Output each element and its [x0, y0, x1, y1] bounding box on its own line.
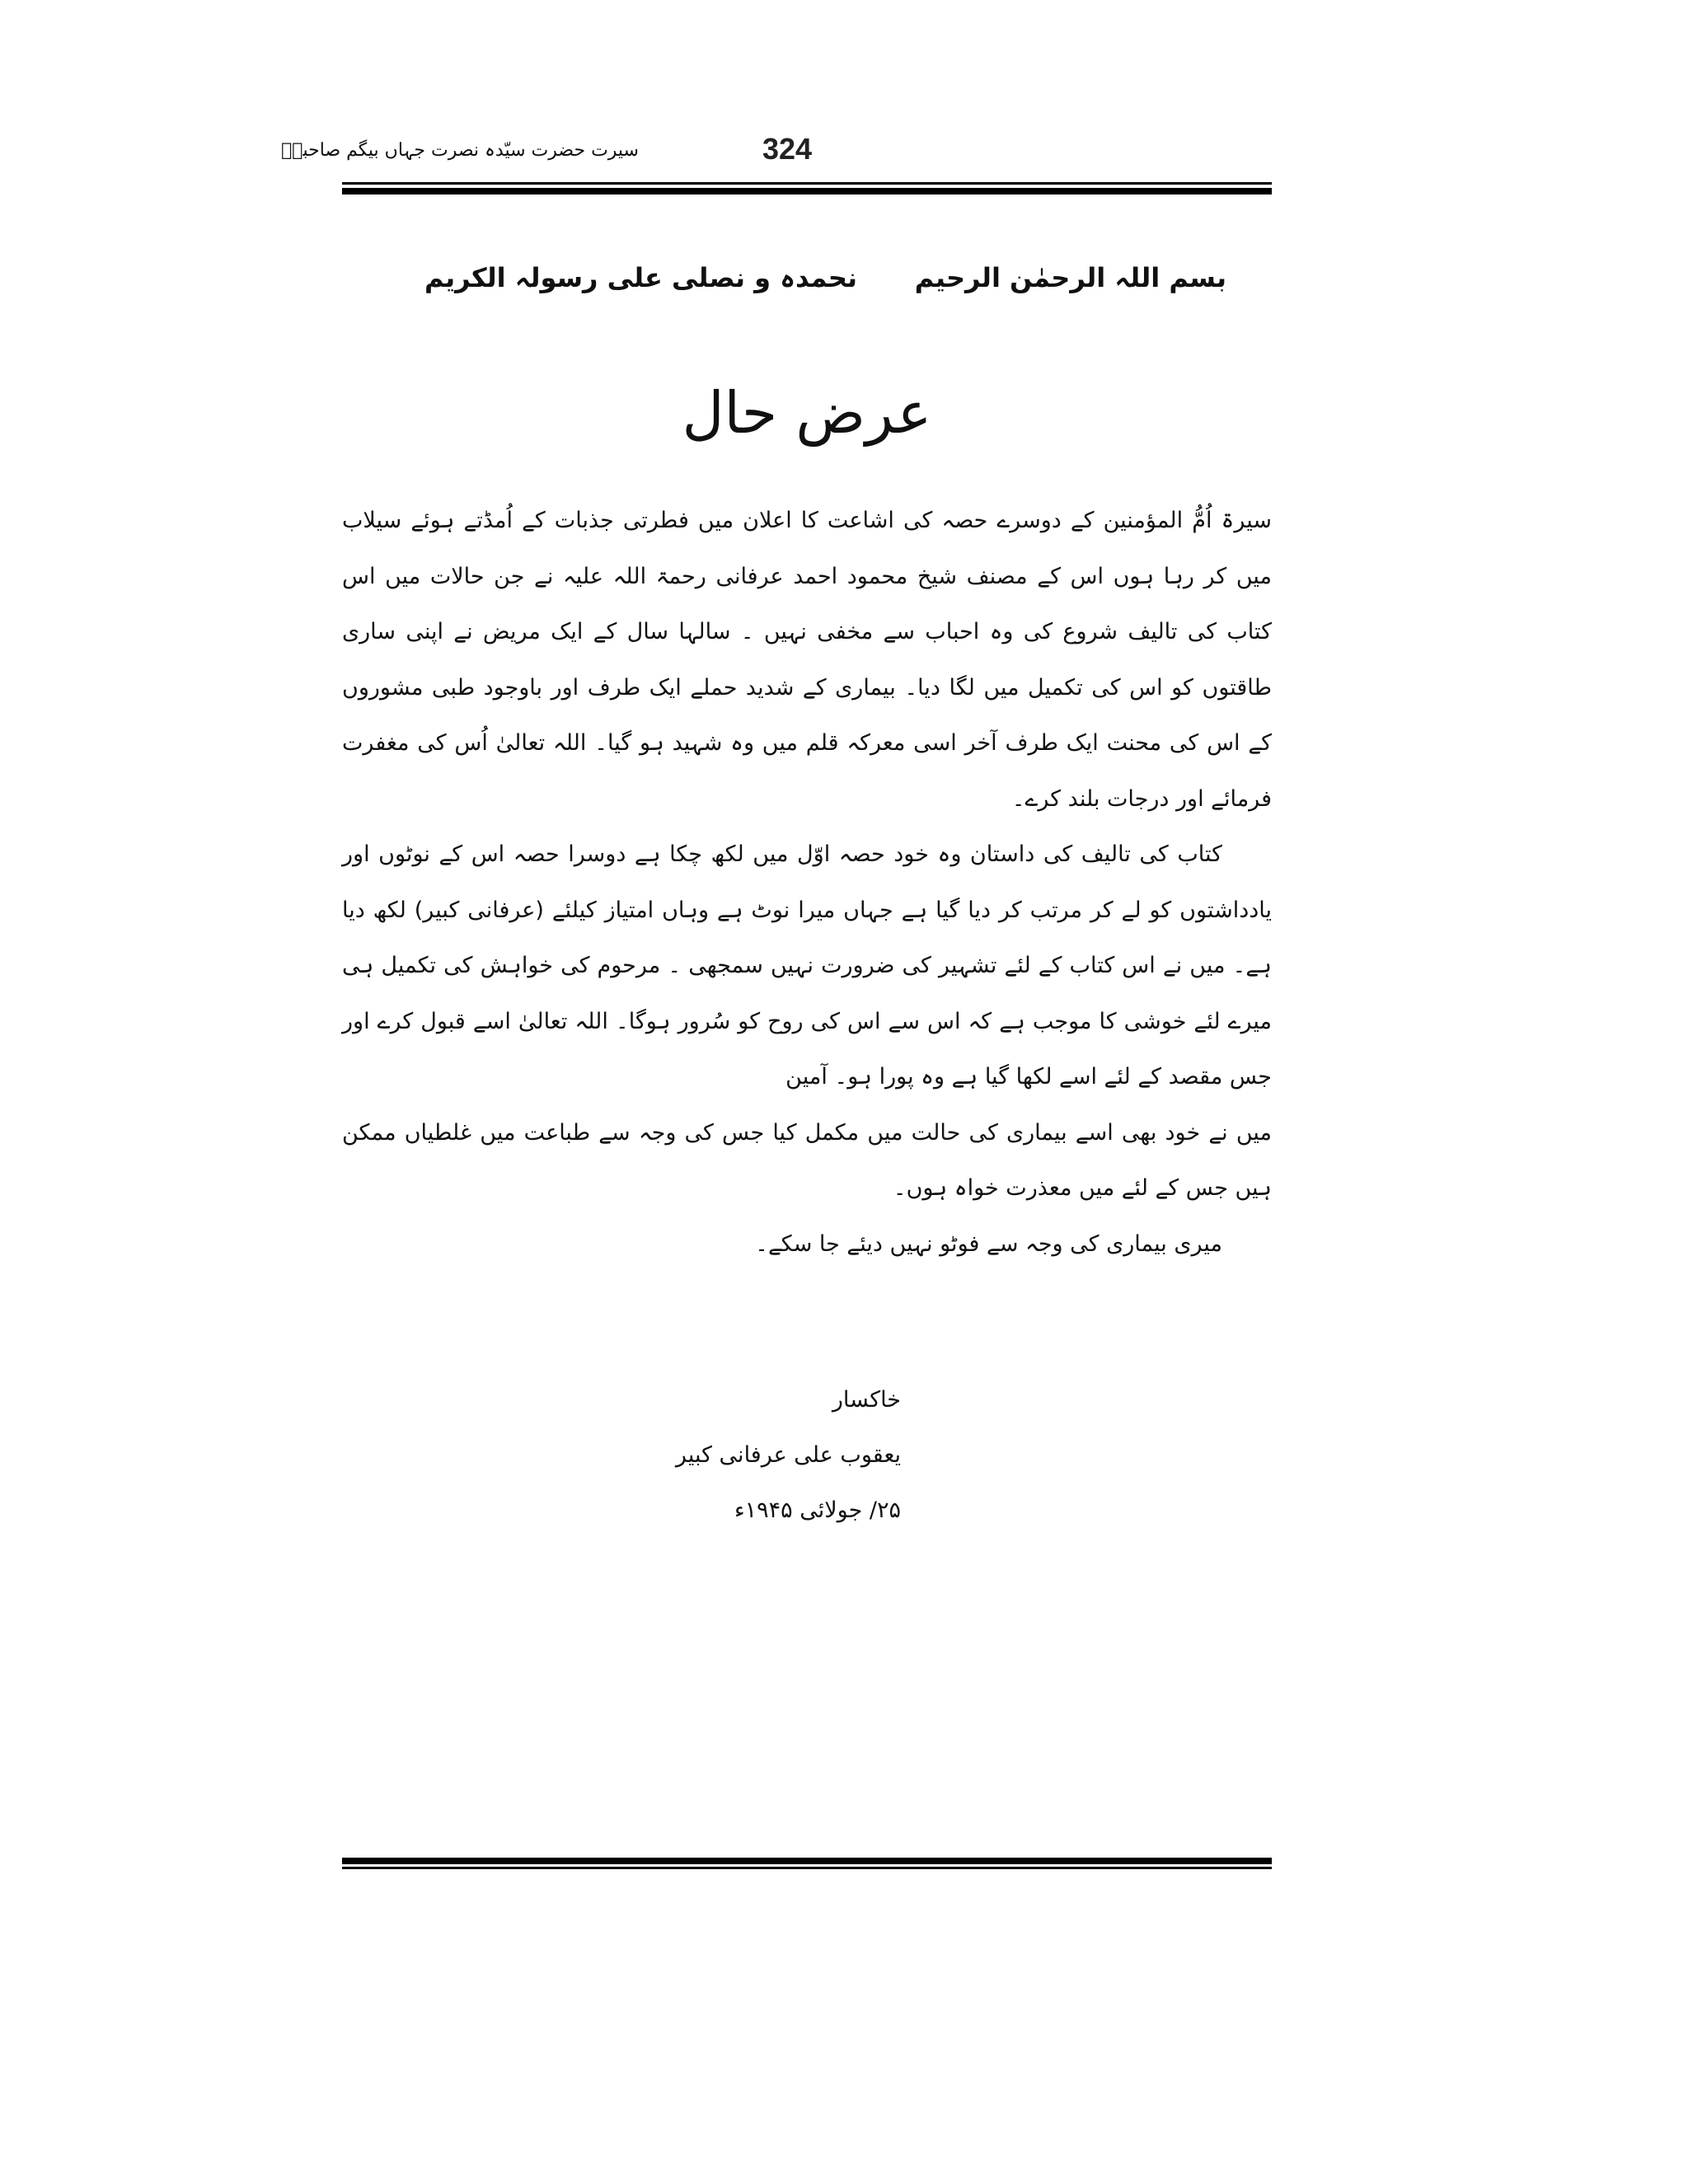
body-text: [342, 493, 1272, 1272]
salutation-row: [342, 262, 1272, 312]
bismillah: بسم اللہ الرحمٰن الرحیم: [914, 262, 1226, 293]
signature-humble: خاکسار: [832, 1387, 901, 1413]
nahmaduhu: نحمدہ و نصلی علی رسولہ الکریم: [424, 262, 857, 293]
paragraph-1: سیرۃ اُمُّ المؤمنین کے دوسرے حصہ کی اشاعت کا اعلان میں فطرتی جذبات کے اُمڈتے ہوئے سیلاب میں کر رہا ہوں اس کے مصنف شیخ محمود احمد عرفانی رحمۃ اللہ علیہ نے جن حالات میں اس کتاب کی تالیف شروع کی وہ احباب سے مخفی نہیں ۔ سالہا سال کے ایک مریض نے اپنی ساری طاقتوں کو اس کی تکمیل میں لگا دیا۔ بیماری کے شدید حملے ایک طرف اور باوجود طبی مشوروں کے اس کی محنت ایک طرف آخر اسی معرکہ قلم میں وہ شہید ہو گیا۔ اللہ تعالیٰ اُس کی مغفرت فرمائے اور درجات بلند کرے۔: [342, 508, 1272, 812]
signature-date: ۲۵/ جولائی ۱۹۴۵ء: [734, 1497, 901, 1523]
header-rule-thick: [342, 188, 1272, 194]
signature-block: [342, 1372, 1272, 1538]
paragraph-2: کتاب کی تالیف کی داستان وہ خود حصہ اوّل میں لکھ چکا ہے دوسرا حصہ اس کے نوٹوں اور یادداشتوں کو لے کر مرتب کر دیا گیا ہے جہاں میرا نوٹ ہے وہاں امتیاز کیلئے (عرفانی کبیر) لکھ دیا ہے۔ میں نے اس کتاب کے لئے تشہیر کی ضرورت نہیں سمجھی ۔ مرحوم کی خواہش کی تکمیل ہی میرے لئے خوشی کا موجب ہے کہ اس سے اس کی روح کو سُرور ہوگا۔ اللہ تعالیٰ اسے قبول کرے اور جس مقصد کے لئے اسے لکھا گیا ہے وہ پورا ہو۔ آمین: [342, 841, 1272, 1090]
header-rule-thin: [342, 182, 1272, 185]
running-title: سیرت حضرت سیّدہ نصرت جہاں بیگم صاحبہؓ: [281, 140, 639, 161]
page-heading: عرض حال: [682, 379, 932, 447]
footer-rule-thin: [342, 1867, 1272, 1869]
footer-rule-thick: [342, 1858, 1272, 1864]
paragraph-4: میری بیماری کی وجہ سے فوٹو نہیں دیئے جا سکے۔: [755, 1230, 1222, 1257]
page-number: 324: [762, 132, 813, 166]
signature-name: یعقوب علی عرفانی کبیر: [675, 1442, 901, 1468]
page-header: [281, 132, 1272, 181]
paragraph-3: میں نے خود بھی اسے بیماری کی حالت میں مکمل کیا جس کی وجہ سے طباعت میں غلطیاں ممکن ہیں جس کے لئے میں معذرت خواہ ہوں۔: [342, 1119, 1272, 1201]
